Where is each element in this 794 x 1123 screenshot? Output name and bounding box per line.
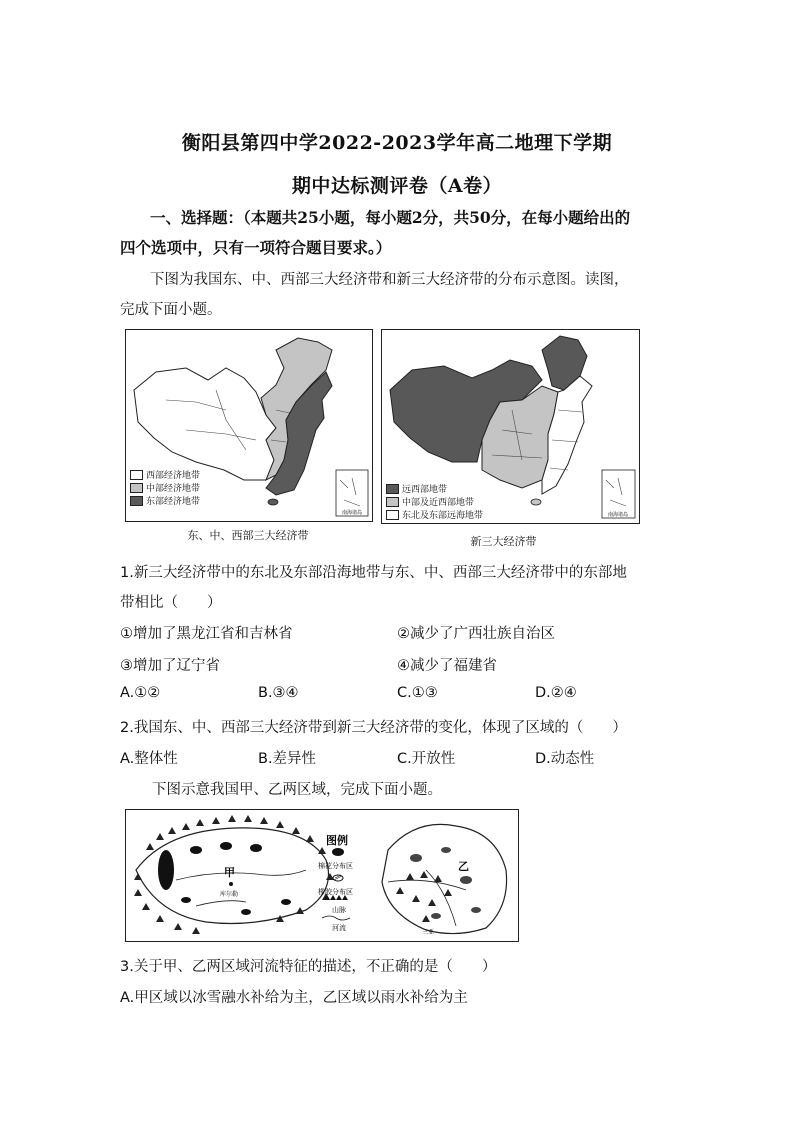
- left-map-caption: 东、中、西部三大经济带: [187, 529, 309, 542]
- section-heading-line1: 一、选择题：（本题共25小题，每小题2分，共50分，在每小题给出的: [150, 208, 631, 227]
- legend-central-label: 中部经济地带: [146, 484, 201, 494]
- legend-swatch-central-near-west: [386, 497, 399, 507]
- legend-mountain-label: 山脉: [332, 906, 346, 914]
- intro1-line1: 下图为我国东、中、西部三大经济带和新三大经济带的分布示意图。读图，: [150, 272, 629, 288]
- q1-option-c[interactable]: C.①③: [397, 685, 438, 701]
- q1-statement-4: ④减少了福建省: [397, 658, 497, 674]
- intro1-line2: 完成下面小题。: [120, 302, 222, 318]
- q2-option-a[interactable]: A.整体性: [120, 751, 178, 767]
- city-jia: 库尔勒: [220, 891, 239, 898]
- city-yi: 三亚: [422, 929, 435, 936]
- q2-option-b[interactable]: B.差异性: [258, 751, 317, 767]
- legend-cotton-label: 棉花分布区: [318, 862, 353, 870]
- legend-west-label: 西部经济地带: [146, 471, 201, 481]
- legend-swatch-west: [130, 470, 143, 480]
- q1-option-b[interactable]: B.③④: [258, 685, 299, 701]
- q3-option-a[interactable]: A.甲区域以冰雪融水补给为主，乙区域以雨水补给为主: [120, 990, 468, 1006]
- legend-far-west-label: 远西部地带: [402, 485, 448, 495]
- region-map-jia-yi: [125, 809, 519, 942]
- legend-swatch-central: [130, 483, 143, 493]
- q1-option-a[interactable]: A.①②: [120, 685, 161, 701]
- region-map-drawing: [126, 810, 518, 941]
- legend-central-near-west-label: 中部及近西部地带: [402, 498, 475, 508]
- legend-rubber-label: 橡胶分布区: [318, 888, 353, 896]
- legend-river-label: 河流: [332, 924, 346, 932]
- q1-statement-2: ②减少了广西壮族自治区: [397, 626, 555, 642]
- intro2: 下图示意我国甲、乙两区域，完成下面小题。: [152, 782, 442, 798]
- section-heading-line2: 四个选项中，只有一项符合题目要求。）: [120, 238, 392, 257]
- legend-east-label: 东部经济地带: [146, 497, 201, 507]
- q1-option-d[interactable]: D.②④: [535, 685, 577, 701]
- q1-statement-1: ①增加了黑龙江省和吉林省: [120, 626, 293, 642]
- right-inset-label: 南海诸岛: [607, 512, 629, 518]
- label-jia: 甲: [224, 866, 235, 879]
- left-map-legend: [130, 468, 200, 507]
- left-inset-label: 南海诸岛: [341, 510, 363, 516]
- legend-swatch-east-coast: [386, 510, 399, 520]
- map-new-three-belts: [381, 329, 640, 524]
- q1-stem-line1: 1.新三大经济带中的东北及东部沿海地带与东、中、西部三大经济带中的东部地: [120, 565, 627, 581]
- exam-title-line2: 期中达标测评卷（A卷）: [291, 175, 503, 197]
- legend-east-coast-label: 东北及东部远海地带: [402, 511, 484, 521]
- q2-option-c[interactable]: C.开放性: [397, 751, 456, 767]
- q2-stem: 2.我国东、中、西部三大经济带到新三大经济带的变化，体现了区域的（ ）: [120, 720, 627, 736]
- legend-title: 图例: [326, 834, 348, 847]
- exam-title-line1: 衡阳县第四中学2022-2023学年高二地理下学期: [181, 132, 613, 154]
- west-belt-region: [134, 368, 276, 480]
- q1-statement-3: ③增加了辽宁省: [120, 658, 220, 674]
- right-map-legend: [386, 482, 483, 521]
- legend-swatch-east: [130, 496, 143, 506]
- q2-option-d[interactable]: D.动态性: [535, 751, 595, 767]
- legend-swatch-far-west: [386, 484, 399, 494]
- right-map-caption: 新三大经济带: [470, 535, 537, 548]
- map-three-belts: [125, 329, 373, 522]
- label-yi: 乙: [458, 860, 469, 873]
- q3-stem: 3.关于甲、乙两区域河流特征的描述，不正确的是（ ）: [120, 959, 497, 975]
- q1-stem-line2: 带相比（ ）: [120, 595, 222, 611]
